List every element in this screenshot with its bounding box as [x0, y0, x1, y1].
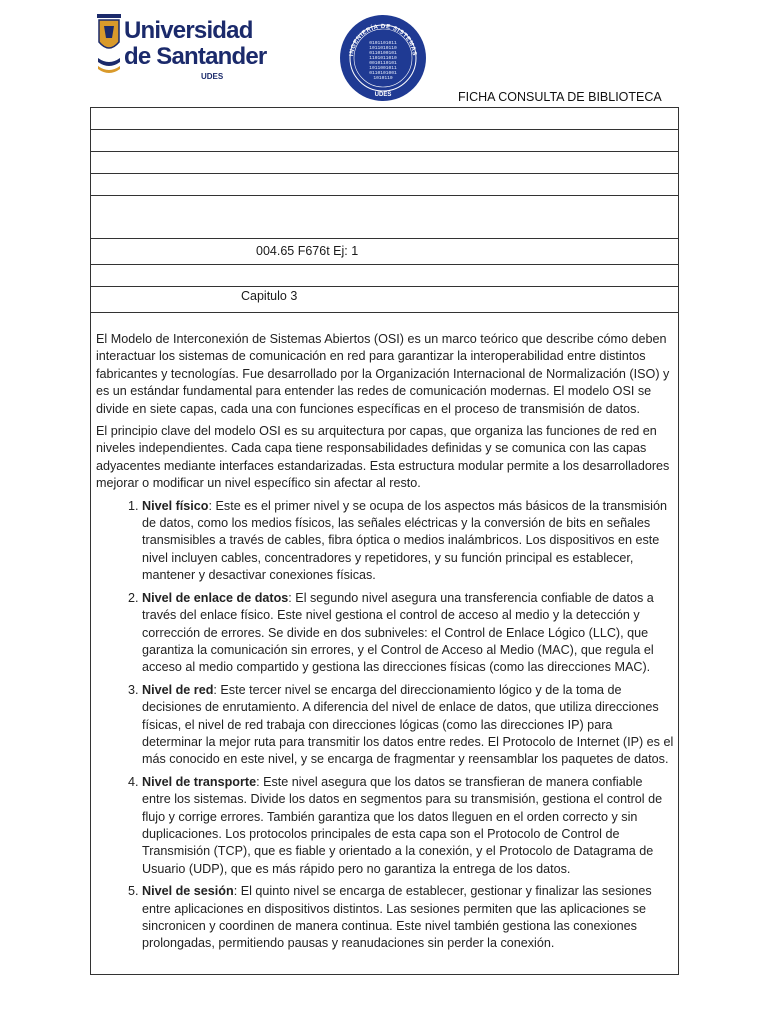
seal-binary-line: 0110101001	[369, 71, 397, 76]
seal-binary-line: 0010110101	[369, 61, 397, 66]
seal-binary-line: 1011001011	[369, 66, 397, 71]
seal-binary-line: 0101101011	[369, 41, 397, 46]
item-text: : Este es el primer nivel y se ocupa de los aspectos más básicos de la transmisión de datos, como los medios físicos, las señales eléctricas y la conversión de bits en señales transmisibles a través de cables, fibra óptica o medios inalámbricos. Los dispositivos en este nivel incluyen cables, concentradores y repetidores, y su función principal es establecer, mantener y desactivar conexiones físicas.	[142, 498, 667, 583]
logo-abbr: UDES	[201, 72, 224, 81]
paragraph: El Modelo de Interconexión de Sistemas Abiertos (OSI) es un marco teórico que describe cómo deben interactuar los sistemas de comunicación en red para garantizar la interoperabilidad entre distintos fabricantes y tecnologías. Fue desarrollado por la Organización Internacional de Normalización (ISO) y es un estándar fundamental para entender las redes de comunicación modernas. El modelo OSI se divide en siete capas, cada una con funciones específicas en el proceso de transmisión de datos.	[96, 332, 670, 416]
form-row-empty	[91, 174, 678, 196]
form-title: FICHA CONSULTA DE BIBLIOTECA	[458, 90, 662, 104]
engineering-seal-icon	[339, 14, 427, 102]
form-row-empty	[91, 108, 678, 130]
paragraph: El principio clave del modelo OSI es su arquitectura por capas, que organiza las funciones de red en niveles independientes. Cada capa tiene responsabilidades definidas y se comunica con las capas adyacentes mediante interfaces estandarizadas. Esta estructura modular permite a los desarrolladores mejorar o modificar un nivel específico sin afectar al resto.	[96, 424, 670, 491]
item-term: Nivel de transporte	[142, 774, 257, 789]
item-term: Nivel de enlace de datos	[142, 590, 289, 605]
item-term: Nivel de sesión	[142, 884, 234, 899]
list-item	[142, 590, 674, 677]
osi-layers-list	[96, 498, 674, 953]
content-body	[96, 331, 674, 958]
form-row-empty	[91, 130, 678, 152]
list-item	[142, 774, 674, 878]
item-text: : Este nivel asegura que los datos se transfieran de manera confiable entre los sistemas. Divide los datos en segmentos para su transmisión, gestiona el control de flujo y corrige errores. También garantiza que los datos lleguen en el orden correcto y sin duplicaciones. Los protocolos principales de esta capa son el Protocolo de Control de Transmisión (TCP), que es fiable y orientado a la conexión, y el Protocolo de Datagrama de Usuario (UDP), que es más rápido pero no garantiza la entrega de los datos.	[142, 774, 663, 876]
call-number: 004.65 F676t Ej: 1	[256, 244, 359, 258]
seal-binary-line: 1010110	[373, 76, 393, 81]
seal-binary-line: 0110100101	[369, 51, 397, 56]
seal-binary-line: 1101011010	[369, 56, 397, 61]
item-text: : El segundo nivel asegura una transferencia confiable de datos a través del enlace físico. Este nivel gestiona el control de acceso al medio y la detección y corrección de errores. Se divide en dos subniveles: el Control de Enlace Lógico (LLC), que garantiza la comunicación sin errores, y el Control de Acceso al Medio (MAC), que regula el acceso al medio compartido y gestiona las direcciones físicas (como las direcciones MAC).	[142, 590, 654, 675]
seal-binary-line: 1011010110	[369, 46, 397, 51]
chapter-label: Capitulo 3	[241, 289, 298, 303]
form-row-call-number	[91, 239, 678, 265]
form-row-empty	[91, 152, 678, 174]
form-row-empty	[91, 265, 678, 287]
form-row-empty	[91, 196, 678, 239]
shield-icon	[96, 14, 122, 80]
item-term: Nivel de red	[142, 682, 214, 697]
logo-line-2: de Santander	[124, 43, 267, 70]
university-logo	[96, 14, 267, 94]
item-text: : El quinto nivel se encarga de establecer, gestionar y finalizar las sesiones entre aplicaciones en dispositivos distintos. Las sesiones permiten que las aplicaciones se sincronicen y coordinen de manera continua. Este nivel también gestiona las conexiones prolongadas, permitiendo pausas y reanudaciones sin perder la conexión.	[142, 884, 652, 951]
list-item	[142, 883, 674, 953]
list-item	[142, 498, 674, 585]
item-term: Nivel físico	[142, 498, 209, 513]
seal-text-top: INGENIERÍA DE SISTEMAS	[349, 23, 417, 57]
item-text: : Este tercer nivel se encarga del direccionamiento lógico y de la toma de decisiones de enrutamiento. A diferencia del nivel de enlace de datos, que utiliza direcciones físicas, el nivel de red trabaja con direcciones lógicas (como las direcciones IP) para determinar la mejor ruta para transmitir los datos entre redes. El Protocolo de Internet (IP) es el más conocido en este nivel, y se encarga de fragmentar y reensamblar los paquetes de datos.	[142, 682, 674, 767]
logo-line-1: Universidad	[124, 17, 253, 44]
form-row-chapter	[91, 287, 678, 313]
seal-text-bottom: UDES	[374, 92, 392, 98]
list-item	[142, 682, 674, 769]
